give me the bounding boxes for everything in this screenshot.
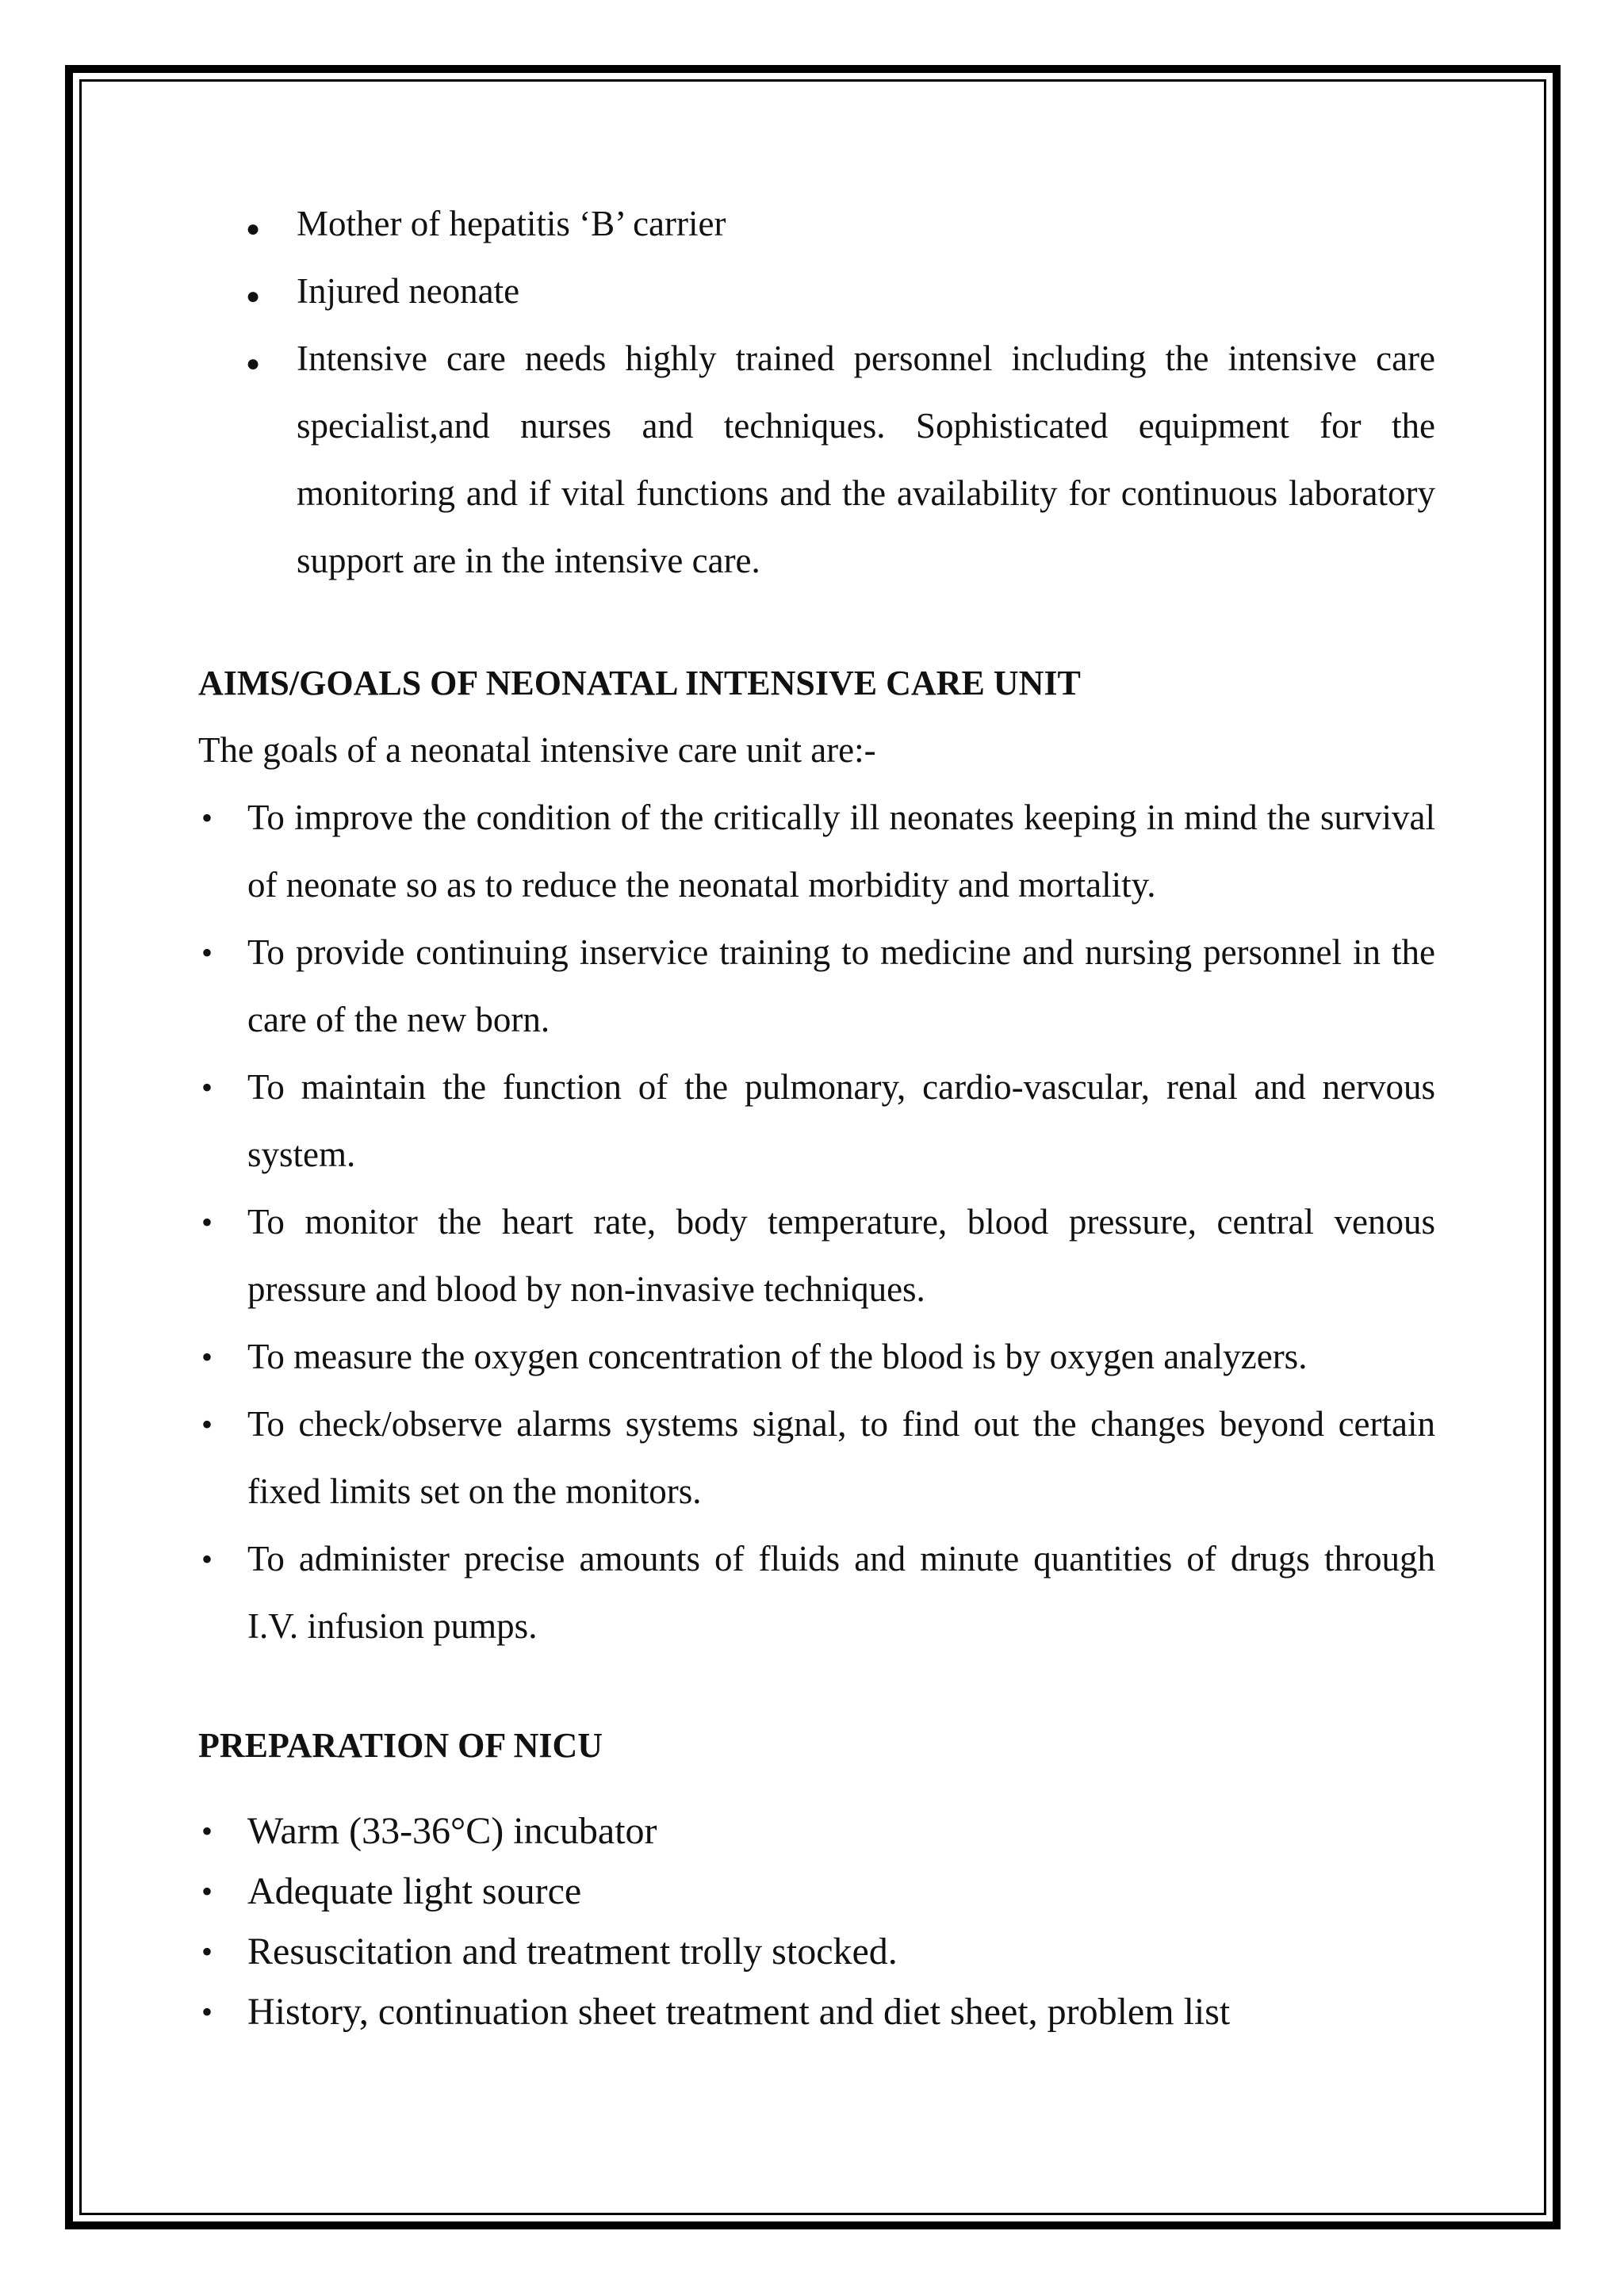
list-item-text: To check/observe alarms systems signal, to find out the changes beyond certain fixed limits set on the monitors. xyxy=(247,1404,1435,1511)
bullet-icon: ● xyxy=(246,216,261,242)
list-item-text: To administer precise amounts of fluids and minute quantities of drugs through I.V. infusion pumps. xyxy=(247,1539,1435,1646)
bullet-icon: • xyxy=(201,1813,213,1849)
bullet-icon: • xyxy=(201,1406,213,1442)
section-heading-preparation: PREPARATION OF NICU xyxy=(198,1726,603,1765)
bullet-icon: • xyxy=(201,1204,213,1240)
list-item xyxy=(198,919,1435,1054)
page-content xyxy=(198,190,1435,2042)
list-item xyxy=(198,190,1435,258)
list-item xyxy=(198,1801,1435,1862)
section-heading-aims: AIMS/GOALS OF NEONATAL INTENSIVE CARE UNIT xyxy=(198,664,1081,702)
list-item-text: Warm (33-36°C) incubator xyxy=(247,1810,657,1852)
list-item-text: To provide continuing inservice training to medicine and nursing personnel in the care of the new born. xyxy=(247,932,1435,1039)
bullet-icon: • xyxy=(201,1339,213,1375)
list-item xyxy=(198,258,1435,325)
list-item-text: To measure the oxygen concentration of the blood is by oxygen analyzers. xyxy=(247,1337,1308,1376)
aims-bullet-list xyxy=(198,784,1435,1660)
list-item xyxy=(198,1188,1435,1323)
list-item xyxy=(198,1982,1435,2042)
list-item xyxy=(198,1862,1435,1922)
list-item-text: To monitor the heart rate, body temperature, blood pressure, central venous pressure and blood by non-invasive techniques. xyxy=(247,1202,1435,1309)
list-item xyxy=(198,1323,1435,1391)
list-item-text: To improve the condition of the critically ill neonates keeping in mind the survival of neonate so as to reduce the neonatal morbidity and mortality. xyxy=(247,798,1435,905)
list-item xyxy=(198,1525,1435,1660)
list-item-text: To maintain the function of the pulmonary, cardio-vascular, renal and nervous system. xyxy=(247,1067,1435,1174)
bullet-icon: • xyxy=(201,1934,213,1969)
list-item xyxy=(198,1922,1435,1982)
bullet-icon: • xyxy=(201,800,213,836)
bullet-icon: • xyxy=(201,1873,213,1909)
list-item-text: Resuscitation and treatment trolly stocked. xyxy=(247,1931,898,1973)
list-item xyxy=(198,784,1435,919)
list-item-text: History, continuation sheet treatment and diet sheet, problem list xyxy=(247,1991,1231,2033)
list-item xyxy=(198,1391,1435,1525)
bullet-icon: • xyxy=(201,1541,213,1577)
preparation-bullet-list xyxy=(198,1801,1435,2042)
list-item-text: Injured neonate xyxy=(297,271,520,311)
section-intro-aims: The goals of a neonatal intensive care unit are:- xyxy=(198,730,876,770)
list-item-text: Adequate light source xyxy=(247,1870,582,1912)
bullet-icon: ● xyxy=(246,350,261,377)
bullet-icon: ● xyxy=(246,283,261,309)
bullet-icon: • xyxy=(201,935,213,970)
list-item-text: Mother of hepatitis ‘B’ carrier xyxy=(297,204,726,243)
list-item-text: Intensive care needs highly trained personnel including the intensive care specialist,and nurses and techniques. Sophisticated equipment for the monitoring and if vital functions and the availability for continuous laboratory support are in the intensive care. xyxy=(297,339,1435,580)
list-item xyxy=(198,325,1435,595)
list-item xyxy=(198,1054,1435,1188)
top-bullet-list xyxy=(198,190,1435,595)
bullet-icon: • xyxy=(201,1070,213,1105)
bullet-icon: • xyxy=(201,1994,213,2030)
